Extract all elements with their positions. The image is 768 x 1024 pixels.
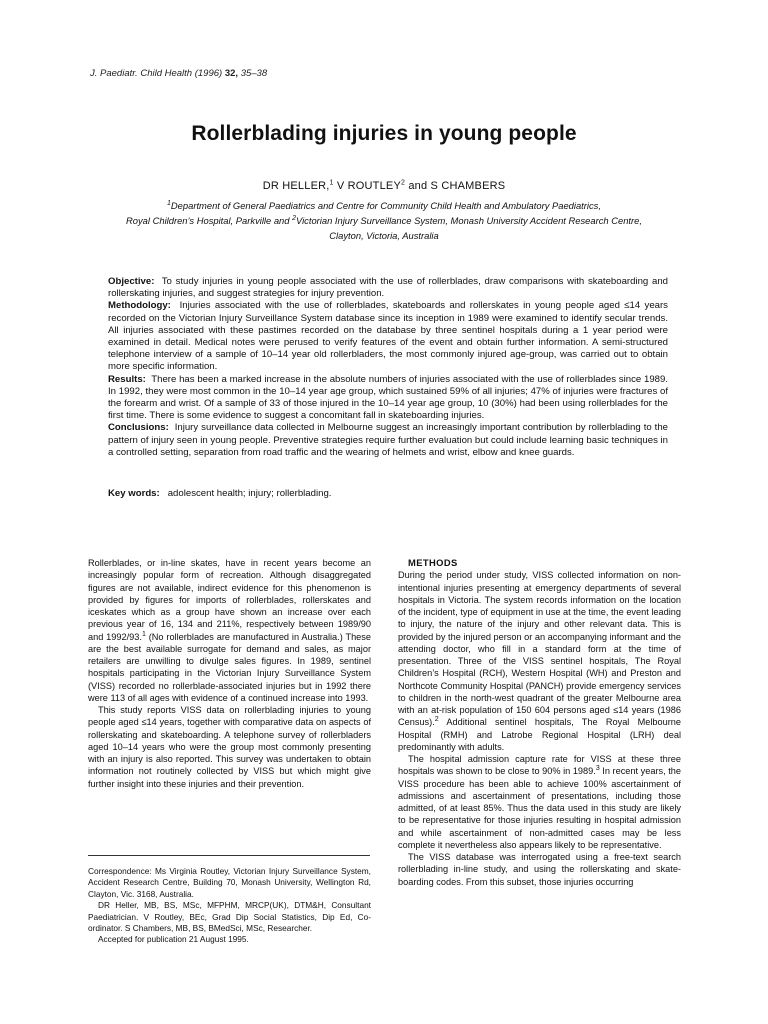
abstract xyxy=(108,276,668,459)
methods-heading: METHODS xyxy=(408,557,458,568)
body-left-column xyxy=(88,557,371,790)
keywords-label: Key words: xyxy=(108,488,160,499)
affiliation-line-2: Royal Children’s Hospital, Parkville and $^2$Victorian Injury Surveillance System, Monash University Accident Research Centre, xyxy=(126,214,642,226)
author-line xyxy=(0,180,768,192)
author-heller-affil: 1 xyxy=(329,179,334,187)
intro-paragraph-2: This study reports VISS data on rollerblading injuries to young people aged ≤14 years, together with comparative data on aspects of rollerskating and skateboarding. A telephone survey of rollerbladers aged 10–14 years who were the group most commonly presenting with an injury is also reported. This survey was undertaken to obtain information not routinely collected by VISS but which might give further insight into these injuries and their prevention. xyxy=(88,705,371,789)
accepted-date: Accepted for publication 21 August 1995. xyxy=(98,934,249,945)
journal-pages: 35–38 xyxy=(240,68,268,79)
journal-year: (1996) xyxy=(194,68,223,79)
correspondence-note xyxy=(88,866,371,946)
affiliation-line-3: Clayton, Victoria, Australia xyxy=(329,230,439,241)
journal-name: J. Paediatr. Child Health xyxy=(90,68,193,79)
journal-citation xyxy=(90,68,267,79)
correspondence-address: Correspondence: Ms Virginia Routley, Victorian Injury Surveillance System, Accident Research Centre, Building 70, Monash University, Wellington Rd, Clayton, Vic. 3168, Australia. xyxy=(88,866,371,899)
keywords xyxy=(108,488,331,499)
affiliation-line-1: $^1$Department of General Paediatrics and Centre for Community Child Health and Ambulatory Paediatrics, xyxy=(167,199,601,211)
abstract-objective: Objective: To study injuries in young people associated with the use of rollerblades, draw comparisons with skateboarding and rollerskating injuries, and suggest strategies for injury prevention. xyxy=(108,276,668,300)
affiliations xyxy=(100,198,668,243)
abstract-methodology: Methodology: Injuries associated with the use of rollerblades, skateboards and rollerskates in young people aged ≤14 years recorded on the Victorian Injury Surveillance System database since its inception in 1989 were examined to identify secular trends. All injuries associated with these pastimes recorded on the database by three sentinel hospitals during a 1 year period were examined in detail. Medical notes were perused to verify features of the event and obtain further information. A semi-structured telephone interview of a sample of 10–14 year old rollerbladers, the most commonly injured age-group, was carried out to obtain more specific information. xyxy=(108,300,668,373)
methods-paragraph-1: During the period under study, VISS collected information on non-intentional injuries presenting at emergency departments of several hospitals in Victoria. The system records information on the location of the incident, type of equipment in use at the time, the event leading to injury, the nature of the injury and other relevant data. This is provided by the injured person or an accompanying informant and the attending doctor, who fill in a standard form at the time of presentation. Three of the VISS sentinel hospitals, The Royal Children’s Hospital (RCH), Western Hospital (WH) and Preston and Northcote Community Hospital (PANCH) provide emergency services to children in the north-west quadrant of the greater Melbourne area with an at-risk population of 150 604 persons aged ≤14 years (1986 Census).$^2$ Additional sentinel hospitals, The Royal Melbourne Hospital (RMH) and Latrobe Regional Hospital (LRH) deal predominantly with adults. xyxy=(398,570,681,752)
author-credentials: DR Heller, MB, BS, MSc, MFPHM, MRCP(UK), DTM&H, Consultant Paediatrician. V Routley, BEc, Grad Dip Social Statistics, Dip Ed, Co-ordinator. S Chambers, MB, BS, BMedSci, MSc, Researcher. xyxy=(88,900,371,934)
author-heller: DR HELLER, xyxy=(262,180,330,192)
keywords-text: adolescent health; injury; rollerblading. xyxy=(167,488,332,499)
abstract-results: Results: There has been a marked increase in the absolute numbers of injuries associated with the use of rollerblades since 1989. In 1992, they were most common in the 10–14 year age group, which sustained 59% of all injuries; 47% of injuries were fractures of the forearm and wrist. Of a sample of 33 of those injured in the 10–14 year age group, 10 (30%) had been using rollerblades for the first time. There is some evidence to suggest a concomitant fall in skateboarding injuries. xyxy=(108,373,668,422)
journal-volume: 32, xyxy=(224,68,239,79)
methods-paragraph-3: The VISS database was interrogated using a free-text search rollerblading in-line study, and using the rollerskating and skate-boarding codes. From this subset, those injuries occurring xyxy=(398,852,681,887)
body-right-column xyxy=(398,557,681,888)
author-routley: V ROUTLEY xyxy=(333,180,401,192)
article-title: Rollerblading injuries in young people xyxy=(191,122,577,145)
abstract-conclusions: Conclusions: Injury surveillance data collected in Melbourne suggest an increasingly important contribution by rollerblading to the pattern of injury seen in young people. Preventive strategies require further evaluation but could include learning basic techniques in a controlled setting, separation from road traffic and the wearing of helmets and wrist, elbow and knee guards. xyxy=(108,422,668,458)
footnote-divider xyxy=(88,855,370,856)
author-routley-affil: 2 xyxy=(401,179,406,187)
author-chambers: and S CHAMBERS xyxy=(405,180,506,192)
methods-paragraph-2: The hospital admission capture rate for VISS at these three hospitals was shown to be close to 90% in 1989.$^3$ In recent years, the VISS procedure has been able to achieve 100% ascertainment of admissions and ascertainment of presentations, including those admitted, of at least 85%. Thus the data used in this study are likely to be representative for those injuries resulting in hospital admission and while ascertainment of non-admitted cases may be less complete it nevertheless also appears likely to be representative. xyxy=(398,754,682,850)
intro-paragraph-1: Rollerblades, or in-line skates, have in recent years become an increasingly popular form of recreation. Although disaggregated figures are not available, indirect evidence for this phenomenon is provided by figures for imports of rollerblades, rollerskates and iceskates which as a group have shown an increase over each previous year of 16, 134 and 211%, respectively between 1989/90 and 1992/93.$^1$ (No rollerblades are manufactured in Australia.) These are the best available surrogate for demand and sales, as major retailers are unwilling to divulge sales figures. In 1989, sentinel hospitals participating in the Victorian Injury Surveillance System (VISS) recorded no rollerblade-associated injuries but in 1992 there were 113 of all ages with evidence of a continued increase into 1993. xyxy=(88,558,371,703)
